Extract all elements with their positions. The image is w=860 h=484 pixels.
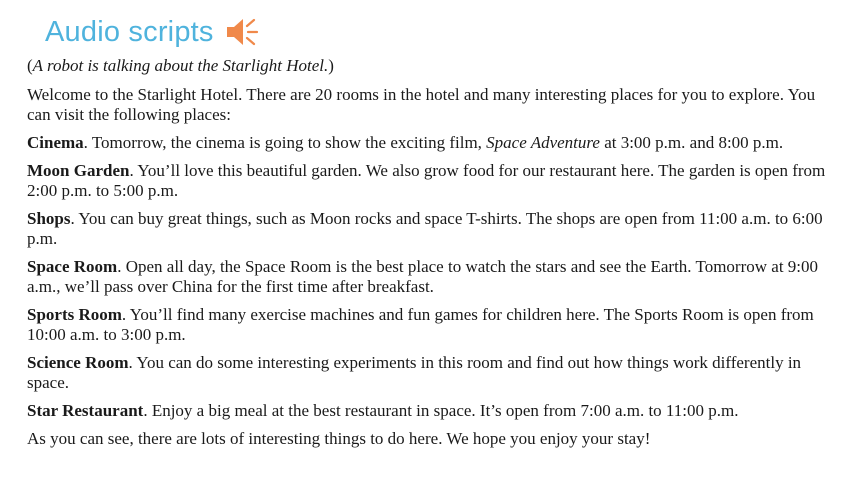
place-text: . Enjoy a big meal at the best restaurant in space. It’s open from 7:00 a.m. to 11:00 p.m.: [143, 401, 739, 420]
place-cinema: [27, 133, 833, 153]
film-title: Space Adventure: [486, 133, 600, 152]
page-header: [45, 12, 259, 52]
page-title: Audio scripts: [45, 15, 214, 48]
place-name: Moon Garden: [27, 161, 130, 180]
place-science-room: [27, 353, 833, 393]
intro-close-paren: ): [328, 56, 334, 75]
place-name: Cinema: [27, 133, 84, 152]
welcome-paragraph: Welcome to the Starlight Hotel. There are 20 rooms in the hotel and many interesting places for you to explore. You can visit the following places:: [27, 85, 816, 124]
intro-line: [27, 56, 833, 76]
place-shops: [27, 209, 833, 249]
intro-text: A robot is talking about the Starlight Hotel.: [32, 56, 329, 75]
speaker-icon[interactable]: [225, 16, 259, 48]
place-text: . You’ll love this beautiful garden. We also grow food for our restaurant here. The garden is open from 2:00 p.m. to 5:00 p.m.: [27, 161, 826, 200]
place-moon-garden: [27, 161, 833, 201]
place-name: Space Room: [27, 257, 118, 276]
place-star-restaurant: [27, 401, 833, 421]
place-sports-room: [27, 305, 833, 345]
place-text: at 3:00 p.m. and 8:00 p.m.: [599, 133, 784, 152]
place-name: Sports Room: [27, 305, 122, 324]
place-text: . Open all day, the Space Room is the best place to watch the stars and see the Earth. Tomorrow at 9:00 a.m., we’ll pass over China for the first time after breakfast.: [27, 257, 819, 296]
script-content: [27, 56, 833, 457]
place-text: . You can buy great things, such as Moon rocks and space T-shirts. The shops are open from 11:00 a.m. to 6:00 p.m.: [27, 209, 823, 248]
place-text: . Tomorrow, the cinema is going to show the exciting film,: [83, 133, 487, 152]
place-text: . You can do some interesting experiments in this room and find out how things work differently in space.: [27, 353, 802, 392]
closing-paragraph: As you can see, there are lots of interesting things to do here. We hope you enjoy your stay!: [27, 429, 651, 448]
place-name: Science Room: [27, 353, 129, 372]
place-name: Star Restaurant: [27, 401, 144, 420]
place-name: Shops: [27, 209, 71, 228]
place-text: . You’ll find many exercise machines and fun games for children here. The Sports Room is open from 10:00 a.m. to 3:00 p.m.: [27, 305, 814, 344]
place-space-room: [27, 257, 833, 297]
intro-open-paren: (: [27, 56, 33, 75]
